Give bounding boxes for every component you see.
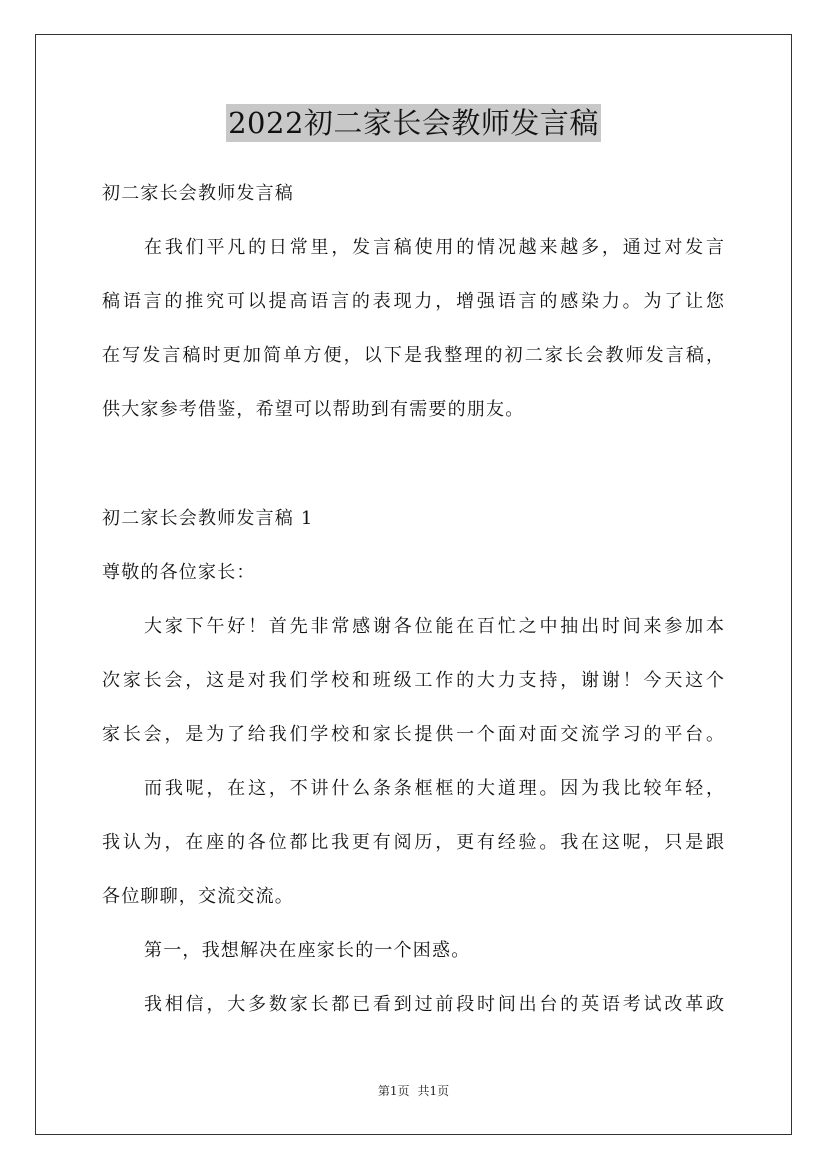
footer-page-number: 第1页 xyxy=(377,1084,410,1098)
subtitle-line: 初二家长会教师发言稿 xyxy=(102,183,294,204)
page-footer xyxy=(0,1083,827,1099)
paragraph-line: 次家长会，这是对我们学校和班级工作的大力支持，谢谢！今天这个 xyxy=(102,670,724,691)
paragraph-line: 家长会，是为了给我们学校和家长提供一个面对面交流学习的平台。 xyxy=(102,724,724,745)
title-container xyxy=(0,104,827,142)
paragraph-line: 而我呢，在这，不讲什么条条框框的大道理。因为我比较年轻， xyxy=(144,778,724,799)
paragraph-line: 供大家参考借鉴，希望可以帮助到有需要的朋友。 xyxy=(102,399,525,420)
paragraph-line: 我认为，在座的各位都比我更有阅历，更有经验。我在这呢，只是跟 xyxy=(102,832,724,853)
paragraph-line: 在写发言稿时更加简单方便，以下是我整理的初二家长会教师发言稿， xyxy=(102,345,724,366)
paragraph-line: 我相信，大多数家长都已看到过前段时间出台的英语考试改革政 xyxy=(144,994,724,1015)
paragraph-line: 大家下午好！首先非常感谢各位能在百忙之中抽出时间来参加本 xyxy=(144,616,724,637)
paragraph-line: 在我们平凡的日常里，发言稿使用的情况越来越多，通过对发言 xyxy=(144,237,724,258)
section-heading: 初二家长会教师发言稿 1 xyxy=(102,508,314,529)
salutation-line: 尊敬的各位家长： xyxy=(102,562,256,583)
footer-page-total: 共1页 xyxy=(417,1084,450,1098)
document-title: 2022初二家长会教师发言稿 xyxy=(228,106,599,140)
paragraph-line: 第一，我想解决在座家长的一个困惑。 xyxy=(144,940,471,961)
paragraph-line: 稿语言的推究可以提高语言的表现力，增强语言的感染力。为了让您 xyxy=(102,291,724,312)
paragraph-line: 各位聊聊，交流交流。 xyxy=(102,886,294,907)
